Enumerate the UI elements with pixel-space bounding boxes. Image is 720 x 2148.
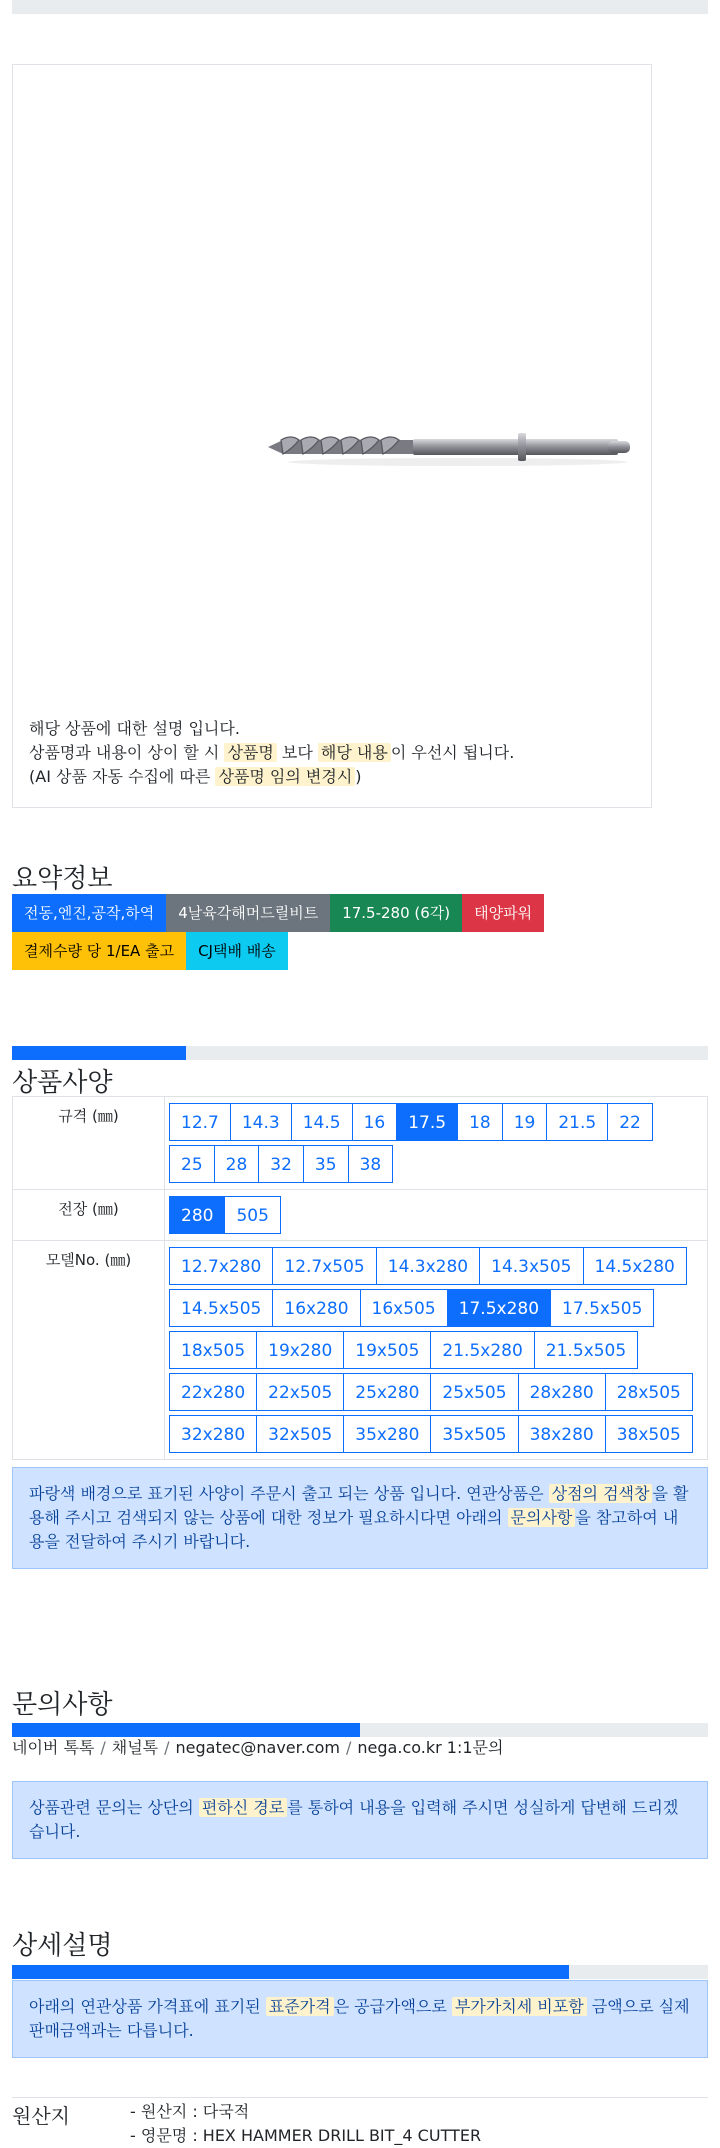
inquiry-link[interactable]: negatec@naver.com <box>175 1738 341 1757</box>
text-segment: 파랑색 배경으로 표기된 사양이 주문시 출고 되는 상품 입니다. 연관상품은 <box>29 1484 549 1503</box>
highlighted-text: 상품명 임의 변경시 <box>215 767 355 786</box>
spec-option-button[interactable]: 14.5x280 <box>583 1247 687 1285</box>
spec-row-label: 전장 (㎜) <box>13 1190 165 1241</box>
spec-table <box>12 1096 708 1460</box>
inquiry-link[interactable]: 네이버 톡톡 <box>12 1738 95 1757</box>
summary-badge: 태양파워 <box>462 894 544 932</box>
spec-option-button[interactable]: 12.7x505 <box>272 1247 376 1285</box>
spec-option-button[interactable]: 16x280 <box>272 1289 360 1327</box>
highlighted-text: 상점의 검색창 <box>549 1484 653 1503</box>
link-separator: / <box>346 1738 352 1757</box>
spec-option-button[interactable]: 21.5 <box>546 1103 608 1141</box>
origin-divider <box>12 2097 708 2098</box>
text-segment: (AI 상품 자동 수집에 따른 <box>29 767 216 786</box>
spec-option-button[interactable]: 14.3x280 <box>376 1247 480 1285</box>
spec-title: 상품사양 <box>12 1068 113 1098</box>
highlighted-text: 표준가격 <box>266 1997 334 2016</box>
spec-notice <box>12 1467 708 1569</box>
spec-option-button[interactable]: 280 <box>169 1196 225 1234</box>
spec-row-options <box>165 1097 708 1190</box>
spec-option-button[interactable]: 32 <box>258 1145 304 1183</box>
spec-option-button[interactable]: 14.3 <box>230 1103 292 1141</box>
detail-progress-bar <box>12 1965 708 1979</box>
spec-option-button[interactable]: 22 <box>607 1103 653 1141</box>
text-segment: 상품관련 문의는 상단의 <box>29 1798 199 1817</box>
origin-list <box>130 2100 481 2148</box>
product-image-caption <box>29 717 514 789</box>
spec-option-button[interactable]: 16x505 <box>360 1289 448 1327</box>
spec-row-options <box>165 1241 708 1460</box>
highlighted-text: 상품명 <box>224 743 276 762</box>
spec-option-button[interactable]: 35 <box>303 1145 349 1183</box>
spec-option-button[interactable]: 505 <box>224 1196 280 1234</box>
spec-option-button[interactable]: 28x280 <box>518 1373 606 1411</box>
caption-line <box>29 765 514 789</box>
spec-option-button[interactable]: 16 <box>352 1103 398 1141</box>
spec-row-options <box>165 1190 708 1241</box>
product-image-frame <box>12 64 652 808</box>
summary-badge: 4날육각해머드릴비트 <box>166 894 330 932</box>
highlighted-text: 편하신 경로 <box>199 1798 287 1817</box>
summary-title: 요약정보 <box>12 864 113 894</box>
spec-row <box>13 1190 708 1241</box>
detail-title: 상세설명 <box>12 1931 113 1961</box>
text-segment: 금액으로 실제 판매금액과는 다릅니다. <box>29 1997 690 2040</box>
inquiry-title: 문의사항 <box>12 1690 113 1720</box>
option-group <box>169 1245 707 1455</box>
summary-badge: 전동,엔진,공작,하역 <box>12 894 166 932</box>
spec-option-button[interactable]: 14.5x505 <box>169 1289 273 1327</box>
spec-option-button[interactable]: 22x280 <box>169 1373 257 1411</box>
spec-option-button[interactable]: 35x280 <box>343 1415 431 1453</box>
spec-progress-bar <box>12 1046 708 1060</box>
spec-row-label: 모델No. (㎜) <box>13 1241 165 1460</box>
text-segment: ) <box>355 767 362 786</box>
text-segment: 을 활용해 주시고 검색되지 않는 상품에 대한 정보가 필요하시다면 아래의 <box>29 1484 689 1527</box>
spec-option-button[interactable]: 12.7 <box>169 1103 231 1141</box>
spec-option-button[interactable]: 25x280 <box>343 1373 431 1411</box>
spec-option-button[interactable]: 17.5x280 <box>447 1289 551 1327</box>
spec-row-label: 규격 (㎜) <box>13 1097 165 1190</box>
option-group <box>169 1194 707 1236</box>
text-segment: 보다 <box>276 743 318 762</box>
spec-option-button[interactable]: 19x280 <box>256 1331 344 1369</box>
spec-option-button[interactable]: 32x280 <box>169 1415 257 1453</box>
inquiry-links <box>12 1735 503 1758</box>
detail-notice <box>12 1980 708 2058</box>
caption-line <box>29 741 514 765</box>
spec-option-button[interactable]: 19 <box>502 1103 548 1141</box>
origin-item: - 영문명 : HEX HAMMER DRILL BIT_4 CUTTER <box>130 2126 482 2145</box>
origin-label: 원산지 <box>12 2104 70 2128</box>
top-divider-bar <box>12 0 708 14</box>
spec-option-button[interactable]: 22x505 <box>256 1373 344 1411</box>
spec-option-button[interactable]: 28 <box>214 1145 260 1183</box>
spec-option-button[interactable]: 25 <box>169 1145 215 1183</box>
spec-option-button[interactable]: 19x505 <box>343 1331 431 1369</box>
drill-bit-image <box>263 420 643 470</box>
inquiry-link[interactable]: nega.co.kr 1:1문의 <box>357 1738 504 1757</box>
spec-option-button[interactable]: 28x505 <box>605 1373 693 1411</box>
spec-option-button[interactable]: 17.5 <box>396 1103 458 1141</box>
spec-option-button[interactable]: 14.3x505 <box>479 1247 583 1285</box>
caption-line <box>29 717 514 741</box>
highlighted-text: 문의사항 <box>508 1508 576 1527</box>
text-segment: 이 우선시 됩니다. <box>390 743 515 762</box>
spec-option-button[interactable]: 38x280 <box>518 1415 606 1453</box>
option-group <box>169 1101 707 1185</box>
spec-option-button[interactable]: 21.5x505 <box>534 1331 638 1369</box>
summary-badges <box>12 894 632 970</box>
summary-badge: 결제수량 당 1/EA 출고 <box>12 932 186 970</box>
spec-option-button[interactable]: 18 <box>457 1103 503 1141</box>
spec-option-button[interactable]: 38 <box>348 1145 394 1183</box>
text-segment: 를 통하여 내용을 입력해 주시면 성실하게 답변해 드리겠습니다. <box>29 1798 679 1841</box>
text-segment: 을 참고하여 내용을 전달하여 주시기 바랍니다. <box>29 1508 679 1551</box>
spec-option-button[interactable]: 38x505 <box>605 1415 693 1453</box>
spec-option-button[interactable]: 18x505 <box>169 1331 257 1369</box>
link-separator: / <box>100 1738 106 1757</box>
spec-option-button[interactable]: 21.5x280 <box>430 1331 534 1369</box>
spec-option-button[interactable]: 14.5 <box>291 1103 353 1141</box>
summary-badge: 17.5-280 (6각) <box>330 894 462 932</box>
highlighted-text: 부가가치세 비포함 <box>452 1997 587 2016</box>
spec-option-button[interactable]: 17.5x505 <box>550 1289 654 1327</box>
spec-option-button[interactable]: 12.7x280 <box>169 1247 273 1285</box>
text-segment: 은 공급가액으로 <box>333 1997 452 2016</box>
text-segment: 해당 상품에 대한 설명 입니다. <box>29 719 240 738</box>
spec-option-button[interactable]: 35x505 <box>430 1415 518 1453</box>
link-separator: / <box>164 1738 170 1757</box>
spec-row <box>13 1241 708 1460</box>
text-segment: 아래의 연관상품 가격표에 표기된 <box>29 1997 266 2016</box>
inquiry-notice <box>12 1781 708 1859</box>
summary-badge: CJ택배 배송 <box>186 932 288 970</box>
highlighted-text: 해당 내용 <box>318 743 391 762</box>
inquiry-link[interactable]: 채널톡 <box>111 1738 159 1757</box>
origin-item: - 원산지 : 다국적 <box>130 2102 250 2121</box>
spec-option-button[interactable]: 32x505 <box>256 1415 344 1453</box>
spec-row <box>13 1097 708 1190</box>
text-segment: 상품명과 내용이 상이 할 시 <box>29 743 225 762</box>
spec-option-button[interactable]: 25x505 <box>430 1373 518 1411</box>
